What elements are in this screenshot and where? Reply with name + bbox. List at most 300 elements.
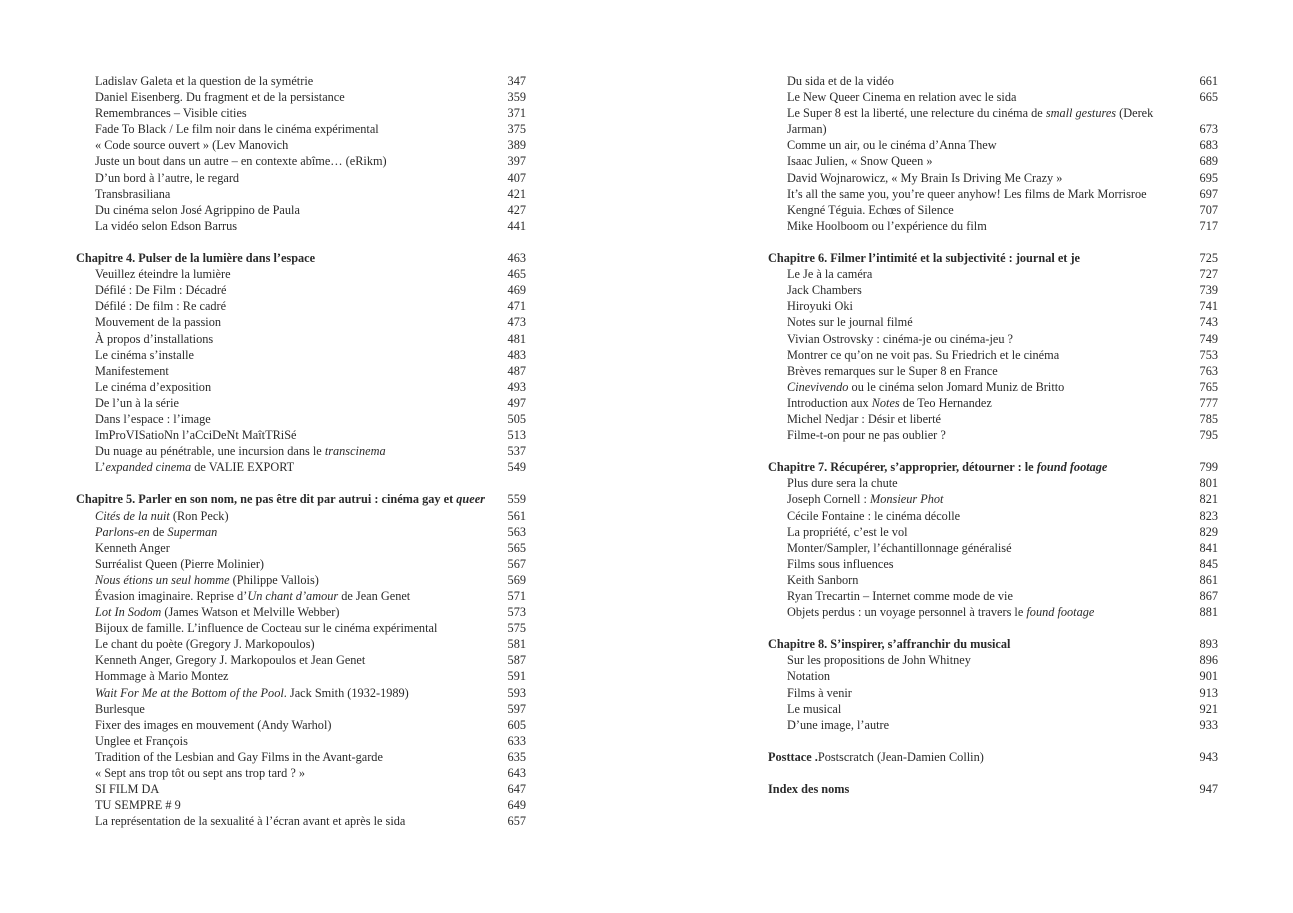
toc-title-segment: Vivian Ostrovsky : cinéma-je ou cinéma-jeu ?: [787, 331, 1013, 346]
toc-entry: [768, 652, 1218, 668]
toc-entry-title: [76, 668, 462, 684]
toc-chapter-heading: [76, 491, 526, 507]
toc-entry-title: [76, 347, 462, 363]
toc-entry-title: [768, 685, 1154, 701]
toc-title-segment: de: [149, 524, 168, 539]
toc-entry-title: [768, 379, 1154, 395]
toc-entry: [768, 363, 1218, 379]
toc-entry: [76, 540, 526, 556]
toc-title-segment: Hommage à Mario Montez: [95, 669, 229, 684]
toc-entry-title: [76, 491, 490, 507]
toc-page-number: 513: [507, 428, 526, 443]
toc-entry-title: [76, 443, 462, 459]
toc-title-segment: D’une image, l’autre: [787, 717, 890, 732]
toc-page-number: 483: [507, 347, 526, 362]
toc-entry-title: [768, 636, 1182, 652]
toc-page-number: 921: [1199, 701, 1218, 716]
toc-page-number: 649: [507, 798, 526, 813]
toc-entry: [76, 186, 526, 202]
toc-entry: [768, 588, 1218, 604]
toc-entry-title: [76, 733, 462, 749]
toc-title-segment: Ladislav Galeta et la question de la symétrie: [95, 74, 314, 88]
toc-entry-title: [76, 170, 462, 186]
toc-entry-title: [76, 636, 462, 652]
toc-entry: [768, 379, 1218, 395]
toc-entry: [76, 411, 526, 427]
toc-title-segment: Comme un air, ou le cinéma d’Anna Thew: [787, 138, 997, 153]
toc-title-segment: Notation: [787, 669, 831, 684]
toc-title-segment: Lot In Sodom: [95, 605, 162, 620]
toc-entry-title: [76, 137, 462, 153]
toc-page-number: 933: [1199, 717, 1218, 732]
toc-entry: [76, 218, 526, 234]
toc-entry: [76, 652, 526, 668]
toc-page-number: 867: [1199, 589, 1218, 603]
toc-entry-title: [76, 266, 462, 282]
toc-title-segment: Cinevivendo: [787, 379, 849, 394]
toc-page-number: 717: [1199, 218, 1218, 233]
toc-entry: [76, 685, 526, 701]
toc-page-number: 407: [507, 170, 526, 185]
toc-entry-title: [76, 749, 462, 765]
toc-entry-title: [768, 508, 1154, 524]
toc-page-number: 421: [507, 186, 526, 201]
toc-entry: [768, 282, 1218, 298]
toc-entry-title: [768, 105, 1154, 137]
toc-entry: [768, 170, 1218, 186]
toc-chapter-heading: [76, 250, 526, 266]
toc-page-number: 913: [1199, 685, 1218, 700]
toc-entry: [768, 89, 1218, 105]
toc-page-number: 829: [1199, 524, 1218, 539]
toc-entry: [76, 749, 526, 765]
toc-title-segment: Chapitre 6. Filmer l’intimité et la subjectivité : journal et je: [768, 251, 1081, 266]
toc-entry: [76, 813, 526, 829]
toc-title-segment: Le cinéma s’installe: [95, 347, 195, 362]
toc-entry-title: [76, 250, 490, 266]
toc-entry: [76, 443, 526, 459]
toc-page-number: 657: [507, 814, 526, 829]
toc-page-number: 901: [1199, 669, 1218, 684]
toc-entry: [768, 556, 1218, 572]
toc-title-segment: Le New Queer Cinema en relation avec le sida: [787, 90, 1017, 105]
toc-entry-title: [76, 604, 462, 620]
toc-entry-title: [768, 282, 1154, 298]
toc-entry: [76, 636, 526, 652]
toc-page-number: 593: [507, 685, 526, 700]
toc-page-number: 469: [507, 283, 526, 298]
toc-page-number: 587: [507, 653, 526, 668]
toc-title-segment: Monsieur Phot: [870, 492, 944, 507]
toc-page-number: 571: [507, 589, 526, 603]
toc-entry: [76, 314, 526, 330]
toc-title-segment: Kengné Téguia. Echœs of Silence: [787, 202, 954, 217]
toc-page-number: 487: [507, 363, 526, 378]
toc-page-number: 801: [1199, 476, 1218, 491]
toc-page-number: 575: [507, 621, 526, 636]
toc-page-number: 795: [1199, 428, 1218, 443]
toc-entry-title: [768, 298, 1154, 314]
toc-entry: [76, 73, 526, 89]
toc-entry-title: [768, 137, 1154, 153]
toc-title-segment: Du sida et de la vidéo: [787, 74, 894, 88]
toc-title-segment: Michel Nedjar : Désir et liberté: [787, 411, 941, 426]
toc-entry-title: [76, 781, 462, 797]
toc-title-segment: Le Super 8 est la liberté, une relecture du cinéma de: [787, 106, 1046, 121]
toc-title-segment: D’un bord à l’autre, le regard: [95, 170, 240, 185]
toc-entry-title: [768, 604, 1154, 620]
toc-left-column: [76, 73, 526, 829]
toc-title-segment: Joseph Cornell :: [787, 492, 870, 507]
toc-entry: [768, 153, 1218, 169]
toc-page-number: 707: [1199, 202, 1218, 217]
toc-entry: [76, 266, 526, 282]
toc-title-segment: La vidéo selon Edson Barrus: [95, 218, 238, 233]
toc-entry: [76, 572, 526, 588]
toc-title-segment: Défilé : De Film : Décadré: [95, 283, 227, 298]
toc-index-title: Index des noms: [768, 782, 850, 797]
toc-page-number: 725: [1199, 251, 1218, 266]
toc-postface: [768, 749, 1218, 765]
toc-page-number: 683: [1199, 138, 1218, 153]
toc-title-segment: Unglee et François: [95, 733, 188, 748]
toc-page-number: 397: [507, 154, 526, 169]
toc-entry-title: [76, 556, 462, 572]
toc-index: [768, 781, 1218, 797]
toc-chapter-heading: [768, 459, 1218, 475]
toc-page-number: 347: [507, 74, 526, 88]
toc-page-number: 749: [1199, 331, 1218, 346]
toc-entry: [76, 170, 526, 186]
toc-title-segment: La représentation de la sexualité à l’écran avant et après le sida: [95, 814, 406, 829]
toc-page-number: 777: [1199, 395, 1218, 410]
toc-entry-title: [768, 668, 1154, 684]
toc-page-number: 765: [1199, 379, 1218, 394]
toc-entry: [76, 282, 526, 298]
toc-entry-title: [76, 282, 462, 298]
toc-entry: [768, 491, 1218, 507]
toc-entry: [76, 153, 526, 169]
toc-page-number: 861: [1199, 572, 1218, 587]
toc-title-segment: SI FILM DA: [95, 782, 160, 797]
toc-title-segment: de Teo Hernandez: [899, 395, 992, 410]
toc-entry-title: [76, 572, 462, 588]
toc-page-number: 821: [1199, 492, 1218, 507]
toc-title-segment: Kenneth Anger, Gregory J. Markopoulos et Jean Genet: [95, 653, 366, 668]
toc-title-segment: Wait For Me at the Bottom of the Pool: [95, 685, 284, 700]
toc-title-segment: Du nuage au pénétrable, une incursion dans le: [95, 444, 325, 459]
toc-entry: [768, 218, 1218, 234]
toc-chapter-heading: [768, 636, 1218, 652]
toc-page-number: 471: [507, 299, 526, 314]
toc-entry: [76, 137, 526, 153]
toc-title-segment: Parlons-en: [95, 524, 150, 539]
toc-title-segment: Un chant d’amour: [247, 589, 339, 603]
toc-entry: [768, 298, 1218, 314]
toc-page-number: 581: [507, 637, 526, 652]
toc-entry: [768, 105, 1218, 137]
toc-entry: [76, 121, 526, 137]
toc-entry: [768, 137, 1218, 153]
toc-title-segment: Objets perdus : un voyage personnel à travers le: [787, 605, 1027, 620]
toc-entry-title: [768, 89, 1154, 105]
toc-entry-title: [76, 73, 462, 89]
toc-entry-title: [76, 797, 462, 813]
toc-page-number: 697: [1199, 186, 1218, 201]
toc-title-segment: Hiroyuki Oki: [787, 299, 853, 314]
toc-entry-title: [76, 411, 462, 427]
toc-entry-title: [76, 459, 462, 475]
toc-entry-title: [768, 556, 1154, 572]
toc-entry-title: [76, 105, 462, 121]
toc-entry: [768, 540, 1218, 556]
toc-title-segment: transcinema: [324, 444, 386, 459]
toc-title-segment: Surréalist Queen (Pierre Molinier): [95, 556, 265, 571]
toc-right-column: [768, 73, 1218, 797]
toc-entry-title: [768, 266, 1154, 282]
toc-title-segment: Manifestement: [95, 363, 169, 378]
toc-page-number: 785: [1199, 411, 1218, 426]
toc-title-segment: It’s all the same you, you’re queer anyhow! Les films de Mark Morrisroe: [787, 186, 1147, 201]
toc-title-segment: Tradition of the Lesbian and Gay Films in the Avant-garde: [95, 749, 383, 764]
toc-page-number: 463: [507, 251, 526, 266]
toc-page-number: 427: [507, 202, 526, 217]
toc-entry: [76, 668, 526, 684]
toc-title-segment: Superman: [167, 524, 218, 539]
toc-entry-title: [76, 427, 462, 443]
toc-page-number: 695: [1199, 170, 1218, 185]
toc-entry-title: [76, 314, 462, 330]
toc-page-number: 441: [507, 218, 526, 233]
toc-title-segment: Filme-t-on pour ne pas oublier ?: [787, 428, 946, 443]
toc-title-segment: Le chant du poète (Gregory J. Markopoulos): [95, 637, 315, 652]
toc-page-number: 647: [507, 782, 526, 797]
toc-entry-title: [76, 524, 462, 540]
toc-title-segment: Nous étions un seul homme: [95, 572, 230, 587]
toc-entry: [768, 475, 1218, 491]
toc-postface-title: [768, 749, 1182, 765]
toc-title-segment: Monter/Sampler, l’échantillonnage généralisé: [787, 540, 1012, 555]
toc-entry-title: [76, 652, 462, 668]
toc-entry: [76, 202, 526, 218]
toc-entry-title: [768, 540, 1154, 556]
toc-page-number: 739: [1199, 283, 1218, 298]
toc-entry-title: [76, 202, 462, 218]
toc-entry-title: [768, 363, 1154, 379]
toc-title-segment: Fade To Black / Le film noir dans le cinéma expérimental: [95, 122, 379, 137]
toc-title-segment: de VALIE EXPORT: [191, 460, 295, 475]
toc-title-segment: La propriété, c’est le vol: [787, 524, 908, 539]
toc-page-number: 481: [507, 331, 526, 346]
toc-page-number: 673: [1199, 122, 1218, 137]
toc-title-segment: Chapitre 4. Pulser de la lumière dans l’espace: [76, 251, 316, 266]
toc-title-segment: small gestures: [1045, 106, 1117, 121]
toc-entry: [76, 331, 526, 347]
toc-page-number: 799: [1199, 460, 1218, 475]
toc-page-number: 741: [1199, 299, 1218, 314]
toc-page-number: 591: [507, 669, 526, 684]
toc-page-number: 689: [1199, 154, 1218, 169]
toc-page-number: 389: [507, 138, 526, 153]
toc-entry-title: [76, 717, 462, 733]
toc-title-segment: Films à venir: [787, 685, 852, 700]
toc-page-number: 665: [1199, 90, 1218, 105]
toc-entry-title: [76, 508, 462, 524]
toc-title-segment: Le musical: [787, 701, 842, 716]
toc-entry: [768, 186, 1218, 202]
toc-entry-title: [768, 331, 1154, 347]
toc-page-number: 597: [507, 701, 526, 716]
toc-title-segment: found footage: [1036, 460, 1108, 475]
toc-entry-title: [768, 459, 1182, 475]
toc-entry: [768, 395, 1218, 411]
toc-page-number: 823: [1199, 508, 1218, 523]
toc-entry-title: [76, 588, 462, 604]
toc-entry-title: [768, 652, 1154, 668]
toc-title-segment: Chapitre 8. S’inspirer, s’affranchir du musical: [768, 637, 1011, 652]
toc-page-number: 633: [507, 733, 526, 748]
toc-entry: [76, 620, 526, 636]
toc-entry: [76, 588, 526, 604]
toc-page-number: 661: [1199, 74, 1218, 88]
toc-entry-title: [768, 701, 1154, 717]
toc-page-number: 753: [1199, 347, 1218, 362]
toc-title-segment: Daniel Eisenberg. Du fragment et de la persistance: [95, 90, 345, 105]
toc-title-segment: ImProVISatioNn l’aCciDeNt MaîtTRiSé: [95, 428, 297, 443]
toc-page-number: 727: [1199, 267, 1218, 282]
toc-title-segment: Dans l’espace : l’image: [95, 411, 211, 426]
toc-entry: [768, 524, 1218, 540]
toc-page-number: 567: [507, 556, 526, 571]
toc-title-segment: . Jack Smith (1932-1989): [283, 685, 409, 700]
toc-title-segment: Jack Chambers: [787, 283, 862, 298]
toc-entry-title: [768, 347, 1154, 363]
toc-page-number: 375: [507, 122, 526, 137]
toc-page-number: 549: [507, 460, 526, 475]
toc-title-segment: Du cinéma selon José Agrippino de Paula: [95, 202, 300, 217]
toc-entry: [768, 717, 1218, 733]
toc-title-segment: Brèves remarques sur le Super 8 en France: [787, 363, 998, 378]
toc-entry-title: [76, 363, 462, 379]
toc-entry-title: [76, 620, 462, 636]
toc-entry-title: [76, 186, 462, 202]
toc-entry-title: [768, 475, 1154, 491]
toc-title-segment: (Derek Jarman): [787, 106, 1154, 137]
toc-entry: [76, 459, 526, 475]
toc-entry-title: [768, 411, 1154, 427]
toc-page-number: 643: [507, 766, 526, 781]
toc-title-segment: À propos d’installations: [95, 331, 214, 346]
toc-entry-title: [768, 170, 1154, 186]
toc-entry: [768, 73, 1218, 89]
toc-entry-title: [76, 765, 462, 781]
toc-entry-title: [768, 250, 1182, 266]
toc-page-number: 893: [1199, 637, 1218, 652]
toc-entry: [76, 717, 526, 733]
toc-entry-title: [768, 717, 1154, 733]
toc-entry: [768, 427, 1218, 443]
toc-title-segment: Bijoux de famille. L’influence de Cocteau sur le cinéma expérimental: [95, 621, 438, 636]
toc-entry: [768, 266, 1218, 282]
toc-entry: [76, 89, 526, 105]
toc-title-segment: Le cinéma d’exposition: [95, 379, 212, 394]
toc-page-number: 497: [507, 395, 526, 410]
toc-entry: [768, 572, 1218, 588]
toc-postface-text: Postscratch (Jean-Damien Collin): [817, 749, 984, 764]
toc-title-segment: Kenneth Anger: [95, 540, 170, 555]
toc-page-number: 563: [507, 524, 526, 539]
toc-entry-title: [76, 331, 462, 347]
toc-title-segment: Cécile Fontaine : le cinéma décolle: [787, 508, 961, 523]
toc-entry-title: [768, 218, 1154, 234]
toc-page-number: 845: [1199, 556, 1218, 571]
toc-entry: [76, 427, 526, 443]
toc-entry-title: [768, 427, 1154, 443]
toc-title-segment: (James Watson et Melville Webber): [161, 605, 340, 620]
toc-title-segment: Transbrasiliana: [95, 186, 171, 201]
toc-page-number: 605: [507, 717, 526, 732]
toc-title-segment: Notes: [871, 395, 900, 410]
toc-title-segment: Chapitre 5. Parler en son nom, ne pas être dit par autrui : cinéma gay et: [76, 492, 457, 507]
toc-page-number: 559: [507, 492, 526, 507]
toc-entry-title: [768, 73, 1154, 89]
toc-entry: [768, 347, 1218, 363]
toc-page-number: 841: [1199, 540, 1218, 555]
toc-title-segment: De l’un à la série: [95, 395, 179, 410]
toc-title-segment: (Ron Peck): [169, 508, 229, 523]
toc-entry: [768, 202, 1218, 218]
toc-page-number: 371: [507, 106, 526, 121]
toc-entry-title: [768, 153, 1154, 169]
toc-page-number: 359: [507, 90, 526, 105]
toc-page-number: 943: [1199, 749, 1218, 764]
toc-title-segment: Notes sur le journal filmé: [787, 315, 913, 330]
toc-page-number: 573: [507, 605, 526, 620]
toc-entry-title: [76, 153, 462, 169]
toc-entry: [76, 105, 526, 121]
toc-right-list: [768, 73, 1218, 733]
toc-entry: [768, 604, 1218, 620]
toc-title-segment: Burlesque: [95, 701, 145, 716]
toc-page-number: 896: [1199, 653, 1218, 668]
toc-entry-title: [76, 89, 462, 105]
toc-entry: [76, 781, 526, 797]
toc-title-segment: Mouvement de la passion: [95, 315, 222, 330]
toc-entry-title: [768, 395, 1154, 411]
toc-page-number: 947: [1199, 782, 1218, 797]
toc-postface-label: Posttace .: [768, 749, 818, 764]
toc-entry: [76, 395, 526, 411]
toc-title-segment: Mike Hoolboom ou l’expérience du film: [787, 218, 987, 233]
toc-entry-title: [76, 813, 462, 829]
toc-page-number: 493: [507, 379, 526, 394]
toc-page-number: 505: [507, 411, 526, 426]
toc-entry: [76, 524, 526, 540]
toc-entry-title: [76, 685, 462, 701]
toc-page-number: 465: [507, 267, 526, 282]
toc-entry-title: [768, 588, 1154, 604]
toc-entry: [76, 604, 526, 620]
toc-title-segment: L’: [95, 460, 106, 475]
toc-entry-title: [76, 298, 462, 314]
toc-entry: [76, 733, 526, 749]
toc-page-number: 565: [507, 540, 526, 555]
toc-entry: [768, 331, 1218, 347]
toc-title-segment: Plus dure sera la chute: [787, 476, 898, 491]
toc-entry: [768, 411, 1218, 427]
toc-page-number: 569: [507, 572, 526, 587]
toc-title-segment: « Sept ans trop tôt ou sept ans trop tard ? »: [95, 766, 306, 781]
